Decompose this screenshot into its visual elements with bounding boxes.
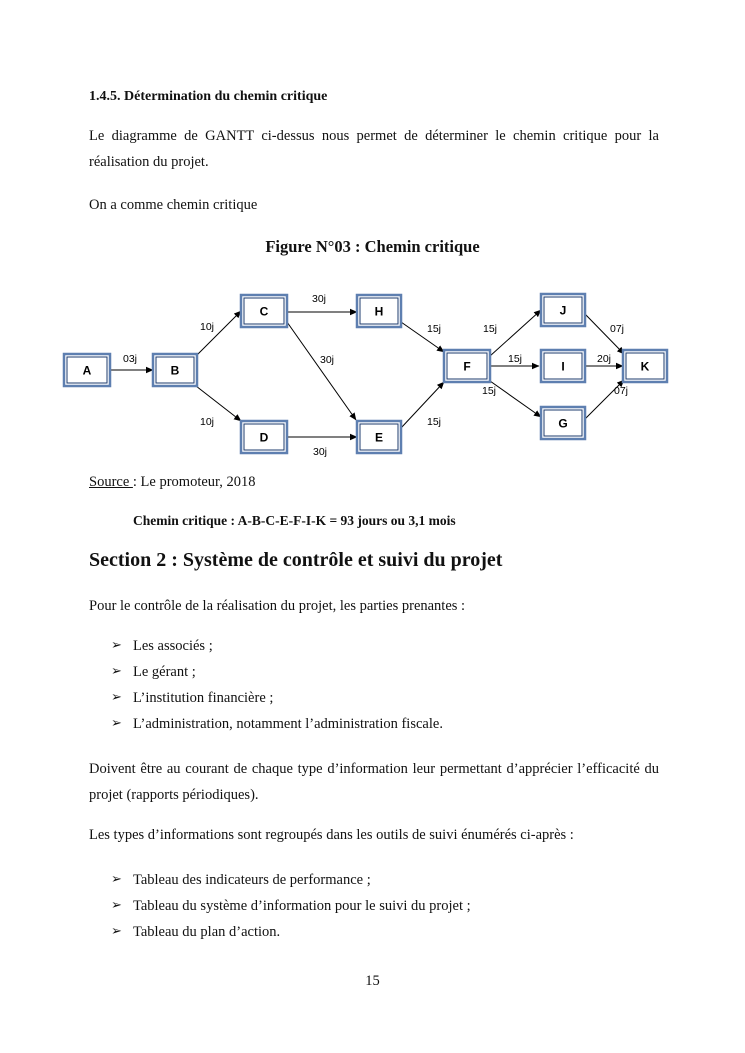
paragraph-reporting: Doivent être au courant de chaque type d’information leur permettant d’apprécier l’efficacité du projet (rapports périodiques).: [89, 761, 659, 803]
source-text: : Le promoteur, 2018: [132, 474, 256, 490]
duration-c-e: 30j: [320, 354, 335, 366]
bullet-arrow-icon: ➢: [111, 924, 122, 939]
critical-path-network: [0, 280, 745, 465]
bullet-arrow-icon: ➢: [111, 898, 122, 913]
section-heading: 1.4.5. Détermination du chemin critique: [89, 89, 328, 104]
list-item: ➢ Les associés ;: [111, 633, 443, 659]
svg-text:D: D: [259, 430, 269, 445]
node-c: [241, 295, 287, 327]
figure-source: [89, 474, 256, 491]
svg-text:A: A: [82, 363, 92, 378]
bullet-arrow-icon: ➢: [111, 638, 122, 653]
node-e: [357, 421, 401, 453]
duration-h-f: 15j: [427, 323, 442, 335]
duration-a-b: 03j: [123, 353, 138, 365]
duration-f-i: 15j: [508, 353, 523, 365]
intro-paragraph: Le diagramme de GANTT ci-dessus nous permet de déterminer le chemin critique pour la réalisation du projet.: [89, 128, 659, 170]
bullet-arrow-icon: ➢: [111, 872, 122, 887]
duration-b-c: 10j: [200, 321, 215, 333]
svg-text:I: I: [561, 359, 565, 374]
duration-d-e: 30j: [313, 446, 328, 458]
duration-j-k: 07j: [610, 323, 625, 335]
node-k: [623, 350, 667, 382]
duration-g-k: 07j: [614, 385, 629, 397]
node-h: [357, 295, 401, 327]
list-item: ➢ Tableau du système d’information pour le suivi du projet ;: [111, 893, 471, 919]
list-item: ➢ L’institution financière ;: [111, 685, 443, 711]
svg-text:H: H: [374, 304, 384, 319]
bullet-arrow-icon: ➢: [111, 716, 122, 731]
duration-b-d: 10j: [200, 416, 215, 428]
list-item: ➢ L’administration, notamment l’administration fiscale.: [111, 711, 443, 737]
edge-c-e: [287, 322, 356, 420]
section-2-intro: Pour le contrôle de la réalisation du projet, les parties prenantes :: [89, 598, 466, 614]
node-b: [153, 354, 197, 386]
list-item: ➢ Tableau des indicateurs de performance ;: [111, 867, 471, 893]
svg-text:K: K: [640, 359, 650, 374]
section-2-title: Section 2 : Système de contrôle et suivi du projet: [89, 549, 503, 571]
edge-f-g: [490, 381, 541, 417]
paragraph-tools-intro: Les types d’informations sont regroupés dans les outils de suivi énumérés ci-après :: [89, 827, 574, 843]
duration-f-j: 15j: [483, 323, 498, 335]
bullet-arrow-icon: ➢: [111, 664, 122, 679]
svg-text:E: E: [374, 430, 384, 445]
tools-list: [111, 867, 471, 945]
node-j: [541, 294, 585, 326]
list-item: ➢ Tableau du plan d’action.: [111, 919, 471, 945]
duration-e-f: 15j: [427, 416, 442, 428]
list-item: ➢ Le gérant ;: [111, 659, 443, 685]
source-label: Source: [89, 474, 133, 490]
edge-f-j: [490, 310, 541, 356]
stakeholders-list: [111, 633, 443, 737]
figure-title: Figure N°03 : Chemin critique: [265, 237, 480, 256]
edge-b-c: [196, 311, 241, 356]
duration-i-k: 20j: [597, 353, 612, 365]
lead-paragraph: On a comme chemin critique: [89, 197, 258, 213]
node-g: [541, 407, 585, 439]
node-d: [241, 421, 287, 453]
svg-text:F: F: [463, 359, 471, 374]
duration-f-g: 15j: [482, 385, 497, 397]
bullet-arrow-icon: ➢: [111, 690, 122, 705]
node-a: [64, 354, 110, 386]
node-f: [444, 350, 490, 382]
page-number: 15: [365, 973, 380, 989]
svg-text:J: J: [559, 303, 567, 318]
svg-text:B: B: [170, 363, 180, 378]
svg-text:G: G: [558, 416, 568, 431]
critical-path-summary: Chemin critique : A-B-C-E-F-I-K = 93 jours ou 3,1 mois: [133, 513, 456, 528]
node-i: [541, 350, 585, 382]
duration-c-h: 30j: [312, 293, 327, 305]
svg-text:C: C: [259, 304, 269, 319]
